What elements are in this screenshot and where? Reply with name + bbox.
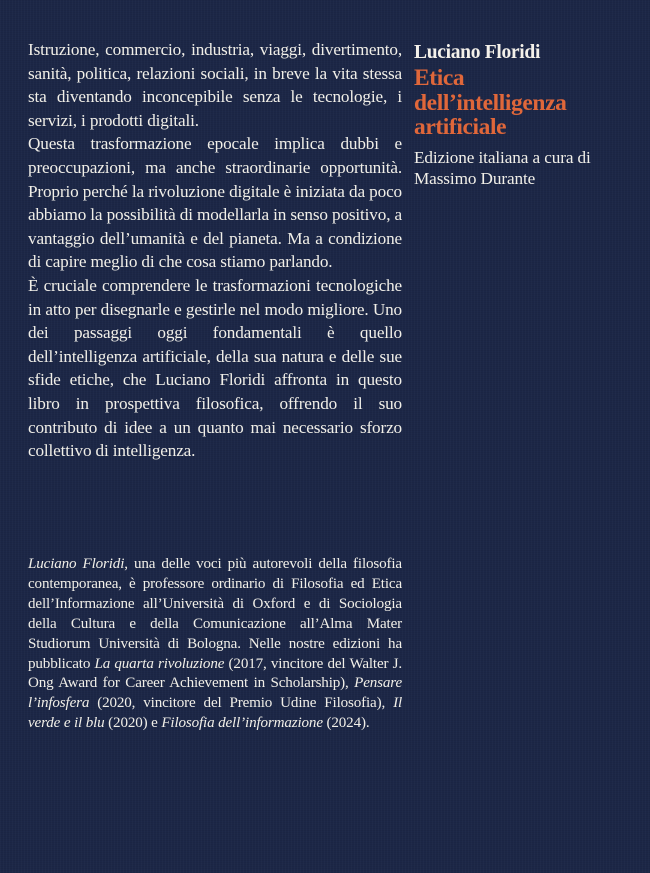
back-cover-blurb	[28, 38, 402, 463]
book-title-line: dell’intelligenza	[414, 89, 567, 116]
book-reference: La quarta rivoluzione	[94, 655, 225, 672]
book-info	[414, 42, 644, 190]
book-reference: Il verde e il blu	[28, 695, 402, 732]
edition-note-line: Edizione italiana a cura di	[414, 147, 591, 167]
bio-author-name: Luciano Floridi	[28, 556, 125, 572]
author-name: Luciano Floridi	[414, 42, 541, 63]
blurb-paragraph: Questa trasformazione epocale implica dubbi e preoccupazioni, ma anche straordinarie opportunità. Proprio perché la rivoluzione digitale è iniziata da poco abbiamo la possibilità di modellarla in senso positivo, a vantaggio dell’umanità e del pianeta. Ma a condizione di capire meglio di che cosa stiamo parlando.	[28, 134, 402, 272]
edition-note-line: Massimo Durante	[414, 169, 536, 188]
blurb-paragraph: È cruciale comprendere le trasformazioni tecnologiche in atto per disegnarle e gestirle nel modo migliore. Uno dei passaggi oggi fondamentali è quello dell’intelligenza artificiale, della sua natura e delle sue sfide etiche, che Luciano Floridi affronta in questo libro in prospettiva filosofica, offrendo il suo contributo di idee a un quanto mai necessario sforzo collettivo di intelligenza.	[28, 275, 402, 461]
book-reference: Filosofia dell’informazione	[161, 715, 323, 732]
book-title-line: artificiale	[414, 114, 507, 140]
blurb-paragraph: Istruzione, commercio, industria, viaggi, divertimento, sanità, politica, relazioni sociali, in breve la vita stessa sta diventando inconcepibile senza le tecnologie, i servizi, i prodotti digitali.	[28, 40, 402, 130]
book-title-line: Etica	[414, 65, 465, 91]
author-bio	[28, 555, 402, 734]
book-title	[414, 66, 644, 140]
book-reference: Pensare l’infosfera	[28, 675, 402, 712]
author-bio-text: Luciano Floridi, una delle voci più autorevoli della filosofia contemporanea, è professore ordinario di Filosofia ed Etica dell’Informazione all’Università di Oxford e di Sociologia della Cultura e della Comunicazione all’Alma Mater Studiorum Università di Bologna. Nelle nostre edizioni ha pubblicato La quarta rivoluzione (2017, vincitore del Walter J. Ong Award for Career Achievement in Scholarship), Pensare l’infosfera (2020, vincitore del Premio Udine Filosofia), Il verde e il blu (2020) e Filosofia dell’informazione (2024).	[28, 556, 402, 732]
edition-note	[414, 147, 644, 190]
